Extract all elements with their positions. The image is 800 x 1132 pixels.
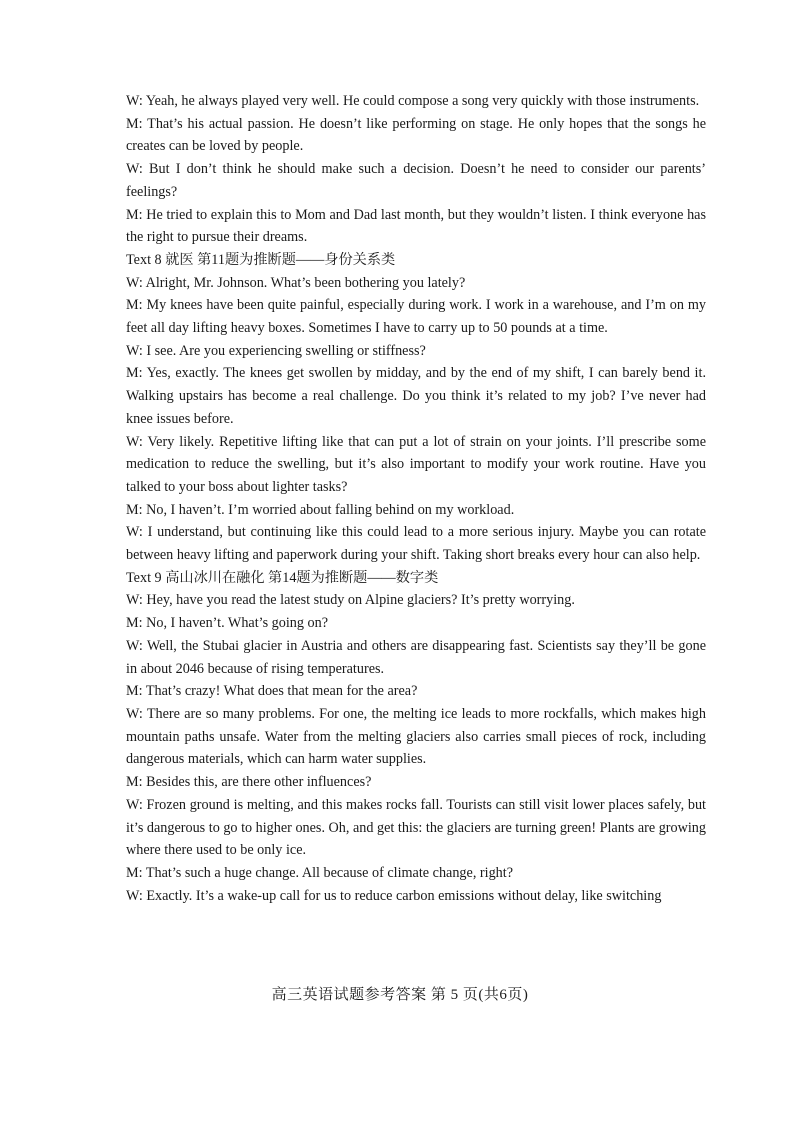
dialogue-line: W: Hey, have you read the latest study on Alpine glaciers? It’s pretty worrying. (126, 592, 575, 609)
dialogue-line: M: That’s crazy! What does that mean for the area? (126, 683, 418, 700)
section-heading-text-8: Text 8 就医 第11题为推断题——身份关系类 (126, 251, 396, 268)
dialogue-line: W: Exactly. It’s a wake-up call for us to reduce carbon emissions without delay, like switching (126, 887, 662, 904)
dialogue-line: M: Besides this, are there other influences? (126, 774, 372, 791)
dialogue-line: M: He tried to explain this to Mom and Dad last month, but they wouldn’t listen. I think everyone has the right to pursue their dreams. (126, 206, 706, 246)
dialogue-line: W: I see. Are you experiencing swelling or stiffness? (126, 342, 426, 359)
document-body (126, 90, 706, 907)
dialogue-line: M: My knees have been quite painful, especially during work. I work in a warehouse, and I’m on my feet all day lifting heavy boxes. Sometimes I have to carry up to 50 pounds at a time. (126, 297, 706, 337)
page-footer: 高三英语试题参考答案 第 5 页(共6页) (271, 987, 529, 1003)
dialogue-line: M: That’s such a huge change. All because of climate change, right? (126, 864, 514, 881)
dialogue-line: W: But I don’t think he should make such a decision. Doesn’t he need to consider our parents’ feelings? (126, 161, 706, 200)
dialogue-line: W: I understand, but continuing like this could lead to a more serious injury. Maybe you can rotate between heavy lifting and paperwork during your shift. Taking short breaks every hour can also help. (126, 524, 706, 564)
dialogue-line: W: Yeah, he always played very well. He could compose a song very quickly with those instruments. (126, 93, 700, 109)
dialogue-line: W: There are so many problems. For one, the melting ice leads to more rockfalls, which makes high mountain paths unsafe. Water from the melting glaciers also carries small pieces of rock, including dangerous materials, which can harm water supplies. (126, 705, 706, 768)
dialogue-line: W: Very likely. Repetitive lifting like that can put a lot of strain on your joints. I’ll prescribe some medication to reduce the swelling, but it’s also important to modify your work routine. Have you talked to your boss about lighter tasks? (126, 433, 706, 495)
dialogue-line: W: Alright, Mr. Johnson. What’s been bothering you lately? (126, 274, 466, 291)
dialogue-line: M: That’s his actual passion. He doesn’t like performing on stage. He only hopes that the songs he creates can be loved by people. (126, 115, 706, 155)
dialogue-line: W: Frozen ground is melting, and this makes rocks fall. Tourists can still visit lower places safely, but it’s dangerous to go to higher ones. Oh, and get this: the glaciers are turning green! Plants are growing where there used to be only ice. (126, 796, 706, 859)
dialogue-line: W: Well, the Stubai glacier in Austria and others are disappearing fast. Scientists say they’ll be gone in about 2046 because of rising temperatures. (126, 637, 706, 677)
dialogue-line: M: No, I haven’t. What’s going on? (126, 615, 329, 632)
dialogue-line: M: Yes, exactly. The knees get swollen by midday, and by the end of my shift, I can barely bend it. Walking upstairs has become a real challenge. Do you think it’s related to my job? I’ve never had knee issues before. (126, 365, 706, 427)
dialogue-line: M: No, I haven’t. I’m worried about falling behind on my workload. (126, 501, 515, 518)
section-heading-text-9: Text 9 高山冰川在融化 第14题为推断题——数字类 (126, 569, 439, 586)
